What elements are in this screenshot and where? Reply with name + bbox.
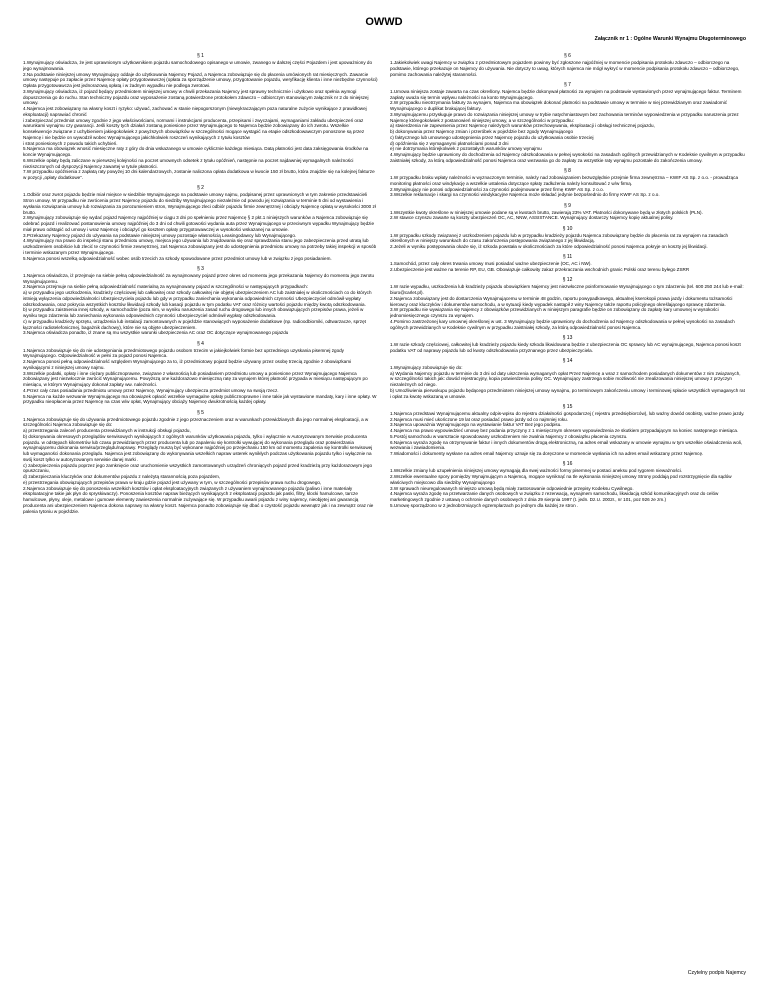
- section-heading: § 9: [564, 202, 571, 209]
- section-text: 1.Najemca przedstawi Wynajmującemu aktualny odpis-wpisu do rejestru działalności gospodarczej ( rejestru przedsiębiorców), lub ważny dowód osobisty, ważne prawo jazdy. 2.Najemca musi mieć ukończone 19 lat oraz posiadać prawo jazdy od co najmniej roku. 3.Najemca upoważnia Wynajmującego na wystawianie faktur VAT Bez jego podpisu. 4.Najemca ma prawo wypowiedzieć umowę bez podania przyczyny z 1 miesięcznym okresem wypowiedzenia ze skutkiem przypadającym na koniec następnego miesiąca. 5.Postój samochodu w warsztacie spowodowany uszkodzeniem nie zwalnia Najemcy z obowiązku płacenia czynszu. 6.Najemca wyraża zgodę na otrzymywanie faktur i innych dokumentów drogą elektroniczną, na adres email wskazany w umowie wynajmu w tym wszelkie oświadczenia woli, wezwania i zawiadomienia. 7.Wiadomości i dokumenty wysłane na adres email Najemcy uznaje się za doręczone w momencie wysłania ich na adres email wskazany przez Najemcę.: [390, 410, 745, 456]
- section-heading: § 12: [562, 277, 573, 284]
- section-7: [390, 82, 745, 164]
- section-text: 1.Najemca oświadcza, iż przejmuje na siebie pełną odpowiedzialność za wynajmowany pojazd przez okres od momentu jego przekazania Najemcy do momentu jego zwrotu Wynajmującemu. 2.Najemca przejmuje na siebie pełną odpowiedzialność materialną za wynajmowany pojazd w szczególności w następujących przypadkach: a) w przypadku jego uszkodzenia, kradzieży częściowej lub całkowitej oraz szkody całkowitej nie objętej ubezpieczeniem AC lub zaistniałej w okolicznościach co do których istnieją wyłączenia odpowiedzialności Ubezpieczyciela pojazdu lub gdy w przypadku zaniechania wykonania odpowiednich czynności Ubezpieczyciel odmówił wypłaty odszkodowania, oraz pokrycia wszystkich kosztów likwidacji szkody lub kasacji pojazdu w tym podatku VAT oraz różnicy wartości pojazdu między kwotą odszkodowania. b) w przypadku zaistnienia innej szkody, w samochodzie (poza nim, w wyniku naruszenia zasad ruchu drogowego lub innych obowiązujących przepisów prawa, jeżeli w wyniku tego zdarzenia lub zaniechania wykonania odpowiednich czynności Ubezpieczyciel odmówił wypłaty odszkodowania. c) w przypadku kradzieży sprzętu, urządzenia lub instalacji zamontowanych w pojeździe stanowiących wyposażenie dodatkowe (np. radioodbiorniki, odtwarzacze, sprzęt łączności radiotelefonicznej, bagażnik dachowy), które nie są objęte ubezpieczeniem. 3.Najemca oświadcza ponadto, iż znane są mu wszystkie warunki ubezpieczenia AC oraz OC dotyczące wynajmowanego pojazdu: [23, 272, 375, 336]
- section-9: [390, 203, 745, 222]
- section-heading: § 8: [564, 168, 571, 174]
- section-heading: § 10: [562, 225, 573, 232]
- section-14: [390, 358, 745, 400]
- section-10: [390, 226, 745, 250]
- section-text: 1.Jakiekolwiek uwagi Najemcy w związku z przedmiotowym pojazdem powinny być zgłoszone najpóźniej w momencie podpisania protokołu zdawczo – odbiorczego na podstawie, którego przekazuje on Najemcy do używania. Nie dotyczy to uwag, których najemca nie mógł wykryć w momencie podpisania protokołu zdawczo – odbiorczego, pomimo zachowania należytej staranności.: [390, 60, 740, 77]
- left-column: [23, 53, 378, 963]
- section-text: 1.W przypadku braku wpłaty należności w wyznaczonym terminie, należy nad zobowiązaniem bezwzględnie przejmie firma zewnętrzna – KWIF AS Sp. z o.o. - prowadząca monitoring płatności oraz windykację a wszelkie ustalenia dotyczące spłaty zadłużenia należy konsultować z w/w firmą. 2.Wynajmujący nie ponosi odpowiedzialności za czynności podejmowane przez firmę KWIF AS Sp. z o.o. 3.Wszelkie reklamacje i skargi na czynności windykacyjne Najemca może składać jedynie bezpośrednio do firmy KWIF AS Sp. z o.o.: [390, 175, 739, 198]
- section-6: [390, 53, 745, 77]
- section-heading: § 14: [562, 357, 573, 364]
- section-heading: § 4: [197, 340, 204, 347]
- section-11: [390, 254, 745, 273]
- section-heading: § 6: [564, 53, 571, 59]
- section-text: 1.W razie szkody częściowej, całkowitej lub kradzieży pojazdu kiedy szkoda likwidowana będzie z ubezpieczenia OC sprawcy lub AC wynajmującego, Najemca ponosi koszt podatku VAT od naprawy pojazdu lub od kwoty odszkodowania przyznanego przez ubezpieczyciela.: [390, 341, 741, 353]
- section-heading: § 13: [562, 334, 573, 341]
- section-text: 1.W razie wypadku, uszkodzenia lub kradzieży pojazdu obowiązkiem Najemcy jest niezwłoczne poinformowanie Wynajmującego o tym zdarzeniu (tel. 600 250 244 lub e-mail: biuro@carlet.pl). 2.Najemca zobowiązany jest do dostarczenia Wynajmującemu w terminie 48 godzin, raportu powypadkowego, aktualnej kserokopii prawa jazdy i dokumentu tożsamości kierowcy oraz kluczyków i dokumentów samochodu, a w sytuacji kiedy wypadek nastąpił z winy Najemcy także raportu policyjnego określającego sprawcę zdarzenia. 3.W przypadku nie wywiązania się Najemcy z obowiązków przewidzianych w niniejszym paragrafie będzie on zobowiązany do zapłaty kary umownej w wysokości jednomiesięcznego czynszu za wynajem. 4.Pomimo zastrzeżonej kary umownej określonej w ust. 3 Wynajmujący będzie uprawniony do dochodzenia od Najemcy odszkodowania w pełnej wysokości na zasadach ogólnych przewidzianych w Kodeksie cywilnym w przypadku zaistniałej szkody, za którą odpowiedzialność ponosi Najemca.: [390, 284, 744, 330]
- section-text: 1.Wszelkie zmiany lub uzupełnienia niniejszej umowy wymagają dla swej ważności formy pisemnej w postaci aneksu pod rygorem nieważności. 2.Wszelkie ewentualne spory pomiędzy Wynajmującym a Najemcą, mogące wyniknąć na tle wykonania niniejszej umowy Strony poddają pod rozstrzygnięcie dla sądów właściwych miejscowo dla siedziby Wynajmującego 3.W sprawach nieuregulowanych niniejszo umową będą miały zastosowanie odpowiednie przepisy Kodeksu Cywilnego. 4.Najemca wyraża zgodę na przetwarzanie danych osobowych w związku z rezerwacją, wynajmem samochodu, likwidacją szkód komunikacyjnych oraz do celów marketingowych zgodnie z ustawą o ochronie danych osobowych z dnia 29 sierpnia 1997 (t. jedn. Dz.U. 2002r., nr 101, poz 926 ze zm.) 5.Umowę sporządzono w 2 jednobrzmiących egzemplarzach po jednym dla każdej ze stron .: [390, 468, 732, 508]
- section-15: [390, 404, 745, 457]
- section-text: 1.Najemca zobowiązuje się do używania przedmiotowego pojazdu zgodnie z jego przeznaczeniem oraz w warunkach przewidzianych dla jego normalnej eksploatacji, a w szczególności Najemca zobowiązuje się do: a) przestrzegania zaleceń producenta przewidzianych w instrukcji obsługi pojazdu, b) dokonywania okresowych przeglądów serwisowych wynikających z ogólnych warunków użytkowania pojazdu, tylko i wyłącznie w Autoryzowanym Serwisie producenta pojazdu. w odstępach kilometrów lub czasu przewidzianych przez producenta lub po zapaleniu się kontrolki wywującej do wykonania przeglądu oraz potwierdzania wynajmującemu dokonania serwisu/przeglądu/naprawy. Przeglądy muszą być wykonane najpóźniej po przejechaniu 150 km od momentu zapalenia się kontrolki serwisowej lub wymaganości dokonania przeglądu. Najemca jest zobowiązany do wykonywania wszelkich napraw usterek wynikłych podczas użytkowania pojazdu tylko i wyłącznie na swój koszt tylko w autoryzowanym serwisie danej marki . c) zabezpieczenia pojazdu poprzez jego zamknięcie oraz uruchomienie wszystkich zamontowanych urządzeń chroniących pojazd przed kradzieżą przy każdorazowym jego opuszczaniu, d) zabezpieczania kluczyków oraz dokumentów pojazdu z należytą starannością poza pojazdem, e) przestrzegania obowiązujących przepisów prawa w kraju gdzie pojazd jest używany w tym, w szczególności przepisów prawa ruchu drogowego, 2.Najemca zobowiązuje się do ponoszenia wszelkich kosztów i opłat eksploatacyjnych związanych z używaniem wynajmowanego pojazdu (paliwo i inne materiały eksploatacyjne takie jak płyn do spryskiwaczy). Ponoszenia kosztów napraw bieżących wynikających z eksploatacji pojazdu jak paski, filtry, klocki hamulcowe, tarcze hamulcowe, płyny, oleje, metalowe i gumowe elementy zawieszenia normalnie zużywające się. W przypadku awarii pojazdu z winy najemcy, nieobjętej ani gwarancją producenta ani ubezpieczeniem Najemca dokona naprawy na własny koszt. Najemca ponadto zobowiązuje się dbać o czystość pojazdu wewnątrz jak i na zewnątrz oraz nie palenia tytoniu w pojeździe.: [23, 416, 374, 514]
- section-4: [23, 341, 378, 406]
- section-text: 1.Wynajmujący oświadcza, że jest uprawnionym użytkownikiem pojazdu samochodowego opisanego w umowie, zwanego w dalszej części Pojazdem i jest upoważniony do jego wynajmowania. 2.Na podstawie niniejszej umowy Wynajmujący oddaje do użytkowania Najemcy Pojazd, a Najemca zobowiązuje się do płacenia umówionych rat miesięcznych. Zawarcie umowy następuje po zapłacie przez Najemcę opłaty przygotowawczej (opłata za sporządzenie umowy, przygotowanie pojazdu, weryfikację klienta i inne niezbędne czynności) Opłata przygotowawcza jest jednorazową opłatą i w żadnym wypadku nie podlega zwrotowi. 3.Wynajmujący oświadcza, iż pojazd będący przedmiotem niniejszej umowy w chwili przekazania Najemcy jest sprawny technicznie i użytkowo oraz spełnia wymogi dopuszczenia go do ruchu. Stan techniczny pojazdu oraz wyposażenie zostaną potwierdzone protokołem zdawczo – odbiorczym stanowiącym załącznik nr 2 do niniejszej umowy. 4.Najemca jest zobowiązany na własny koszt i ryzyko: używać, zachować w stanie niepogorszonym (niewykraczającym poza naturalne zużycie wynikające z prawidłowej eksploatacji) naprawiać chronić i zabezpieczać przedmiot umowy zgodnie z jego właściwościami, normami i instrukcjami producenta, przepisami i zwyczajami, wymaganiami zakładu ubezpieczeń oraz warunkami wynajmu czy gwarancji. Jeśli koszty tych działań zostaną poniesione przez Wynajmującego to Najemca będzie zobowiązany do ich zwrotu. Wszelkie konsekwencje związane z uchybieniem jakiegokolwiek z powyższych obowiązków w szczególności mogące wystąpić na etapie odszkodowawczym ponoszone są przez Najemcę i nie będzie on wywodził wobec Wynajmującego jakichkolwiek roszczeń wynikających z tytułu kosztów i strat poniesionych z powodu takich uchybień. 5.Najemca ma obowiązek wnosić miesięczne raty z góry do dnia wskazanego w umowie cyklicznie każdego miesiąca. Datą płatności jest data zaksięgowania środków na koncie Wynajmującego. 6.Wszelkie opłaty będą zaliczane w pierwszej kolejności na poczet umownych odsetek z tytułu opóźnień, następnie na poczet najdawniej wymagalnych należności nieziszczonych od dyspozycji Najemcy zawartej w tytule płatności. 7.W przypadku opóźnienia z zapłatą raty powyżej 10 dni kalendarzowych, zostanie naliczona opłata dodatkowa w kwocie 150 zł brutto, która znajdzie się na kolejnej fakturze w pozycji „opłaty dodatkowe”.: [23, 60, 378, 180]
- section-heading: § 3: [197, 265, 204, 272]
- section-heading: § 15: [562, 403, 573, 410]
- section-text: 1.Samochód, przez cały okres trwania umowy musi posiadać ważne ubezpieczenie (OC, AC i NW). 2.Ubezpieczenie jest ważne na terenie RP, EU, GB. Obowiązuje całkowity zakaz przekraczania wschodnich granic Polski oraz terenu byłego ZSRR: [390, 261, 690, 272]
- section-5: [23, 410, 378, 515]
- section-text: 1.Wynajmujący zobowiązuje się do: a) Wydania Najemcy pojazdu w terminie do 3 dni od daty uiszczenia wymaganych opłat Przez Najemcę a wraz z samochodem posiadanych dokumentów z nim związanych, w szczególności takich jak: dowód rejestracyjny, kopia potwierdzenia polisy OC. Wynajmujący zastrzega sobie możliwość nie zrealizowania niniejszej umowy z przyczyn niezależnych od niego. b) Umożliwienia pierwokupu pojazdu będącego przedmiotem niniejszej umowy wynajmu, po terminowym zakończeniu umowy i terminowej spłacie wszystkich wymaganych rat i opłat za kwotę wskazaną w umowie.: [390, 364, 745, 399]
- section-text: 1.Odbiór oraz zwrot pojazdu będzie miał miejsce w siedzibie Wynajmującego na podstawie umowy najmu, podpisanej przez uprawnionych w tym zakresie przedstawicieli Stron umowy. W przypadku nie zwrócenia przez Najemcę pojazdu do siedziby Wynajmującego niezależnie od powodu jej rozwiązania w terminie 5 dni od wystawienia i wysłania rozwiązania umowy lub rozwiązania za porozumieniem stron, Wynajmującego zleci odbiór pojazdu firmie zewnętrznej i obciąży Najemcę opłatą w wysokości 3000 zł brutto. 2.Wynajmujący zobowiązuje się wydać pojazd Najemcy najpóźniej w ciągu 3 dni po spełnieniu przez Najemcę § 2 pkt.1 niniejszych warunków a Najemca zobowiązuje się odebrać pojazd i realizować postanowienia umowy najpóźniej do 3 dni od chwili gotowości wydania auta przez Wynajmującego w przeciwnym wypadku Wynajmujący będzie miał prawo odstąpić od umowy i wraz Najemcę i obciążyć go kosztem opłaty przygotowawczej w wysokości wskazanej na umowie. 3.Przekazany Najemcy pojazd do używania na podstawie niniejszej umowy pozostaje własnością Leasingodawcy lub Wynajmującego. 4.Wynajmujący ma prawo do inspekcji stanu przedmiotu umowy, miejsca jego używania lub znajdowania się oraz sprawdzania stanu jego zabezpieczenia przed utratą lub uszkodzeniem osobiście lub zlecić te czynności firmie zewnętrznej, zaś Najemca zobowiązany jest do udostępnienia przedmiotu umowy na potrzeby takiej inspekcji w sposób i terminie wskazanym przez Wynajmującego. 5.Najemca ponosi wszelką odpowiedzialność wobec osób trzecich za szkody spowodowane przez przedmiot umowy lub w związku z jego posiadaniem.: [23, 192, 377, 261]
- section-text: 1.Najemca zobowiązuje się do nie udostępniania przedmiotowego pojazdu osobom trzecim w jakiejkolwiek formie bez uprzedniego uzyskania pisemnej zgody Wynajmującego. Odpowiedzialność w pełni za pojazd ponosi Najemca. 2.Najemca ponosi pełną odpowiedzialność względem Wynajmującego za to, iż przedmiotowy pojazd będzie używany przez osobę trzecią zgodnie z obowiązkami wynikającymi z niniejszej umowy najmu. 3.Wszelkie podatki, opłaty i inne ciężary publicznoprawne, związane z własnością lub posiadaniem przedmiotu umowy a poniesione przez Wynajmującego Najemca zobowiązany jest niezwłocznie zwrócić Wynajmującemu. Powyższą one każdorazowo miesięczną ratę za wynajem której płatność przypada w miesiącu następującym po miesiącu, w którym Wynajmujący dokonał zapłaty ww. należności. 4.Przez cały czas posiadania przedmiotu umowy przez Najemcę, Wynajmujący ubezpiecza przedmiot umowy na swoją rzecz. 5.Najemca na każde wezwanie Wynajmującego ma obowiązek opłacić wszelkie wymagalne opłaty publicznoprawne i inne takie jak wystawione mandaty, kary i inne opłaty. W przypadku nieopłacenia przez Najemcę na czas w/w opłat, Wynajmujący obciąży Najemcę dwukrotnością każdej opłaty.: [23, 347, 377, 405]
- section-12: [390, 277, 745, 330]
- section-text: 1.W przypadku szkody związanej z uszkodzeniem pojazdu lub w przypadku kradzieży pojazdu Najemca zobowiązany będzie do płacenia rat za wynajem na zasadach określonych w niniejszy warunkach do czasu zakończenia postępowania związanego z jej likwidacją. 2.Jeżeli w wyniku postępowania okaże się, iż szkoda powstała w okolicznościach za które odpowiedzialność ponosi Najemca pokryje on koszty jej likwidacji.: [390, 232, 729, 249]
- document-subtitle: Załącznik nr 1 : Ogólne Warunki Wynajmu Długoterminowego: [594, 36, 746, 42]
- section-heading: § 7: [564, 81, 571, 88]
- section-2: [23, 185, 378, 261]
- section-text: 1.Wszystkie kwoty określone w niniejszej umowie podane są w kwotach brutto, zawierają 23% VAT. Płatności dokonywane będą w złotych polskich (PLN). 2.W stawce czynszu zawarte są koszty ubezpieczeń OC, AC, NNW, ASSISTANCE. Wynajmujący dostarczy Najemcy kopię aktualnej polisy.: [390, 209, 703, 221]
- right-column: [390, 53, 745, 963]
- section-8: [390, 168, 745, 198]
- section-13: [390, 335, 745, 354]
- section-heading: § 11: [562, 254, 573, 261]
- section-heading: § 16: [562, 461, 573, 468]
- section-heading: § 1: [197, 53, 204, 59]
- signature-label: Czytelny podpis Najemcy: [687, 970, 746, 976]
- section-16: [390, 461, 745, 508]
- document-title: OWWD: [365, 16, 403, 28]
- section-heading: § 2: [197, 185, 204, 192]
- section-1: [23, 53, 378, 181]
- section-text: 1.Umowa niniejsza zostaje zawarta na czas określony. Najemca będzie dokonywał płatności za wynajem na podstawie wystawionych przez wynajmującego faktur. Terminem zapłaty uważa się termin wpływu należności na konto Wynajmującego. 2.W przypadku nieotrzymania faktury za wynajem, Najemca ma obowiązek dokonać płatności na podstawie umowy w terminie w niej przewidzianym oraz zawiadomić Wynajmującego o duplikat brakującej faktury. 3.Wynajmującemu przysługuje prawo do rozwiązania niniejszej umowy w trybie natychmiastowym bez zachowania terminów wypowiedzenia w przypadku naruszenia przez Najemcę któregokolwiek z postanowień niniejszej umowy, a w szczególności w przypadku: a) stwierdzenia nie zapewnienia przez Najemcę należytych warunków przechowywania, eksploatacji i obsługi technicznej pojazdu, b) dokonywania przez Najemcę zmian i przeróbek w pojeździe bez zgody Wynajmującego c) faktycznego lub umownego udostępnienia przez Najemcę pojazdu do użytkowania osobie trzeciej d) opóźnienia się z wymaganymi płatnościami ponad 3 dni e) nie dotrzymania którejkolwiek z pozostałych warunków umowy wynajmu 4.Wynajmujący będzie uprawniony do dochodzenia od Najemcy odszkodowania w pełnej wysokości na zasadach ogólnych przewidzianych w Kodeksie cywilnym w przypadku zaistniałej szkody, za którą odpowiedzialność ponosi Najemca oraz wezwania go do zapłaty za wszystkie raty wynajmu pozostałe do zakończenia umowy.: [390, 88, 745, 163]
- section-3: [23, 266, 378, 336]
- section-heading: § 5: [197, 409, 204, 416]
